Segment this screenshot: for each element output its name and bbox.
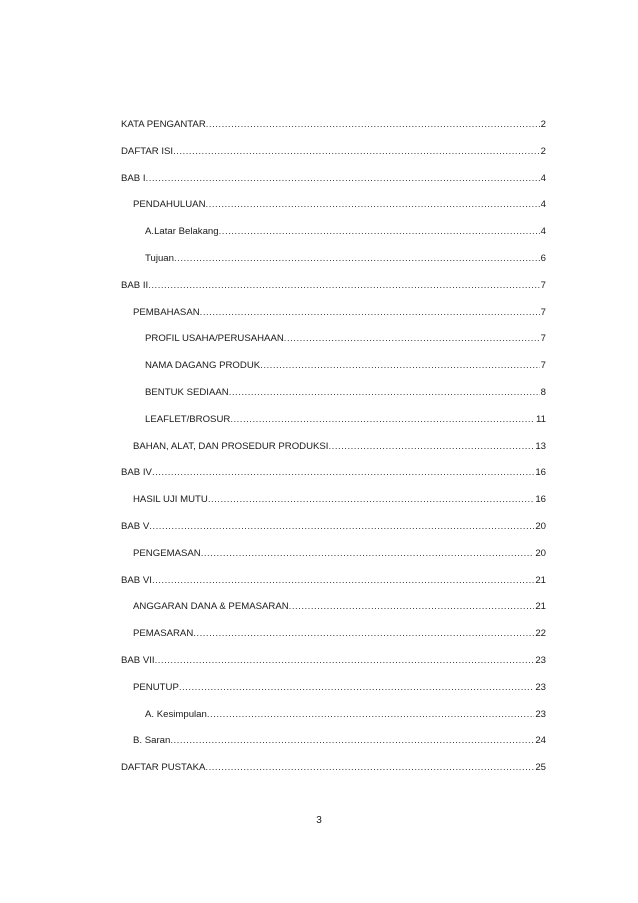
toc-entry-page: 8 [540,387,546,398]
toc-entry[interactable] [121,736,546,763]
toc-dot-leader [152,576,534,586]
toc-entry[interactable] [121,281,546,308]
toc-entry-title: Tujuan [145,253,174,264]
toc-entry-page: 4 [540,173,546,184]
toc-entry-page: 4 [540,227,546,238]
toc-entry[interactable] [121,147,546,174]
toc-entry[interactable] [121,763,546,790]
toc-entry-title: ANGGARAN DANA & PEMASARAN [133,602,289,613]
toc-dot-leader [155,656,535,666]
toc-entry-page: 23 [535,655,546,666]
toc-entry-title: PENDAHULUAN [133,200,206,211]
toc-entry[interactable] [121,334,546,361]
toc-dot-leader [205,763,534,773]
toc-entry-title: PEMBAHASAN [133,307,200,318]
toc-entry-page: 13 [535,441,546,452]
toc-entry-title: PEMASARAN [133,629,194,640]
toc-entry-title: BAB II [121,280,149,291]
toc-entry-page: 21 [535,575,546,586]
toc-entry-page: 7 [540,307,546,318]
toc-dot-leader [201,549,535,559]
toc-dot-leader [229,388,540,398]
toc-entry[interactable] [121,174,546,201]
toc-entry[interactable] [121,227,546,254]
toc-entry-page: 22 [535,629,546,640]
toc-dot-leader [230,415,535,425]
toc-entry[interactable] [121,442,546,469]
toc-entry-title: BAHAN, ALAT, DAN PROSEDUR PRODUKSI [133,441,329,452]
toc-entry-title: DAFTAR PUSTAKA [121,763,206,774]
toc-entry-page: 7 [540,361,546,372]
toc-entry-page: 2 [540,120,546,130]
toc-entry-title: BAB VII [121,655,155,666]
toc-dot-leader [146,174,540,184]
toc-entry-page: 16 [535,495,546,506]
toc-dot-leader [219,227,540,237]
toc-entry-title: HASIL UJI MUTU [133,495,208,506]
toc-entry[interactable] [121,120,546,147]
toc-entry-page: 20 [535,548,546,559]
toc-entry-page: 23 [535,709,546,720]
toc-entry[interactable] [121,468,546,495]
toc-entry[interactable] [121,415,546,442]
toc-entry-page: 20 [535,521,546,532]
toc-entry[interactable] [121,361,546,388]
toc-entry-title: B. Saran [133,736,171,747]
toc-entry-title: BAB I [121,173,146,184]
toc-entry[interactable] [121,308,546,335]
table-of-contents [121,120,546,790]
toc-entry-title: PROFIL USAHA/PERUSAHAAN [145,334,284,345]
toc-dot-leader [206,120,540,130]
toc-entry[interactable] [121,495,546,522]
toc-entry-title: A.Latar Belakang [145,227,219,238]
toc-entry-page: 2 [540,146,546,157]
toc-entry-title: BAB V [121,521,150,532]
toc-entry-page: 11 [536,414,546,425]
toc-entry-page: 7 [540,334,546,345]
toc-entry[interactable] [121,549,546,576]
toc-entry-page: 4 [540,200,546,211]
toc-dot-leader [174,254,540,264]
toc-entry-page: 21 [535,602,546,613]
toc-entry[interactable] [121,388,546,415]
toc-entry-title: BENTUK SEDIAAN [145,387,229,398]
toc-entry-title: LEAFLET/BROSUR [145,414,231,425]
toc-dot-leader [289,602,535,612]
toc-dot-leader [152,468,534,478]
toc-dot-leader [193,629,534,639]
toc-entry-page: 24 [535,736,546,747]
toc-entry-page: 7 [540,280,546,291]
toc-entry[interactable] [121,200,546,227]
toc-dot-leader [179,683,534,693]
toc-dot-leader [328,442,534,452]
toc-entry[interactable] [121,522,546,549]
toc-entry-page: 25 [535,763,546,774]
toc-entry-title: PENGEMASAN [133,548,201,559]
toc-entry[interactable] [121,683,546,710]
toc-dot-leader [148,281,539,291]
toc-entry[interactable] [121,629,546,656]
toc-entry-page: 6 [540,253,546,264]
toc-entry-title: KATA PENGANTAR [121,120,206,130]
toc-entry[interactable] [121,710,546,737]
toc-dot-leader [170,736,534,746]
toc-entry-title: DAFTAR ISI [121,146,174,157]
toc-entry-page: 23 [535,682,546,693]
toc-entry-title: BAB IV [121,468,152,479]
toc-dot-leader [173,147,540,157]
page-number: 3 [316,815,322,826]
toc-dot-leader [206,200,540,210]
toc-entry-title: BAB VI [121,575,152,586]
toc-entry-title: PENUTUP [133,682,179,693]
toc-dot-leader [149,522,534,532]
toc-dot-leader [260,361,540,371]
toc-entry-page: 16 [535,468,546,479]
toc-entry[interactable] [121,576,546,603]
toc-entry[interactable] [121,254,546,281]
toc-entry-title: NAMA DAGANG PRODUK [145,361,261,372]
toc-entry-title: A. Kesimpulan [145,709,207,720]
toc-dot-leader [284,334,540,344]
toc-dot-leader [208,495,535,505]
toc-dot-leader [207,710,534,720]
toc-dot-leader [200,308,540,318]
toc-entry[interactable] [121,656,546,683]
toc-entry[interactable] [121,602,546,629]
